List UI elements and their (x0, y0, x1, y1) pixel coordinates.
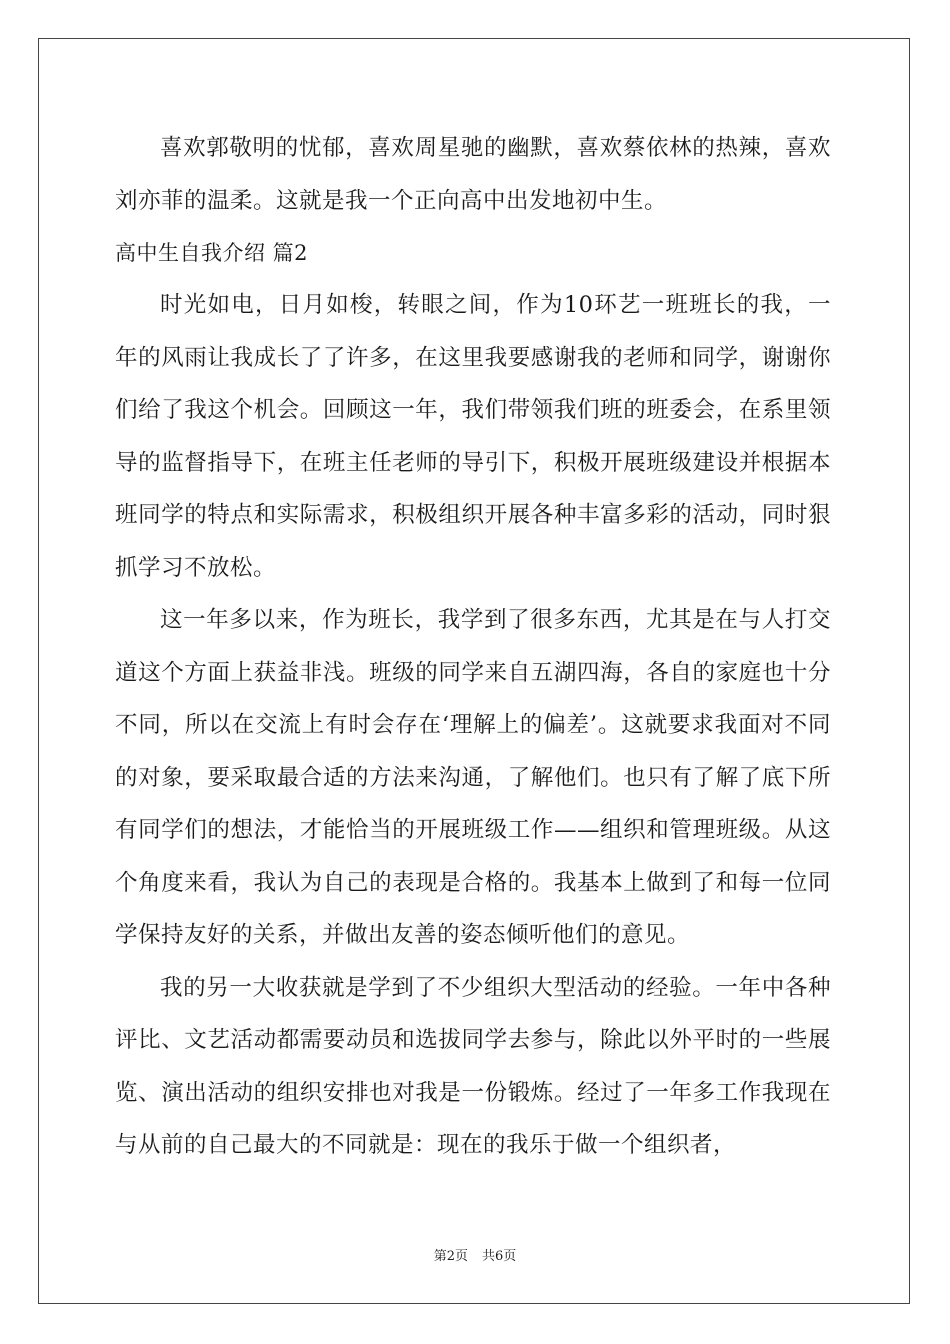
page-count: 共6页 (482, 1249, 517, 1264)
section-heading: 高中生自我介绍 篇2 (115, 241, 309, 265)
page-footer (0, 1248, 950, 1266)
document-body (115, 122, 831, 1172)
paragraph-3: 这一年多以来，作为班长，我学到了很多东西，尤其是在与人打交道这个方面上获益非浅。班级的同学来自五湖四海，各自的家庭也十分不同，所以在交流上有时会存在‘理解上的偏差’。这就要求我面对不同的对象，要采取最合适的方法来沟通，了解他们。也只有了解了底下所有同学们的想法，才能恰当的开展班级工作——组织和管理班级。从这个角度来看，我认为自己的表现是合格的。我基本上做到了和每一位同学保持友好的关系，并做出友善的姿态倾听他们的意见。 (115, 607, 831, 948)
paragraph-1: 喜欢郭敬明的忧郁，喜欢周星驰的幽默，喜欢蔡依林的热辣，喜欢刘亦菲的温柔。这就是我一个正向高中出发地初中生。 (115, 135, 831, 214)
paragraph-2: 时光如电，日月如梭，转眼之间，作为10环艺一班班长的我，一年的风雨让我成长了了许多，在这里我要感谢我的老师和同学，谢谢你们给了我这个机会。回顾这一年，我们带领我们班的班委会，在系里领导的监督指导下，在班主任老师的导引下，积极开展班级建设并根据本班同学的特点和实际需求，积极组织开展各种丰富多彩的活动，同时狠抓学习不放松。 (115, 292, 831, 581)
paragraph-4: 我的另一大收获就是学到了不少组织大型活动的经验。一年中各种评比、文艺活动都需要动员和选拔同学去参与，除此以外平时的一些展览、演出活动的组织安排也对我是一份锻炼。经过了一年多工作我现在与从前的自己最大的不同就是：现在的我乐于做一个组织者， (115, 974, 831, 1158)
page-number: 第2页 (433, 1249, 468, 1264)
